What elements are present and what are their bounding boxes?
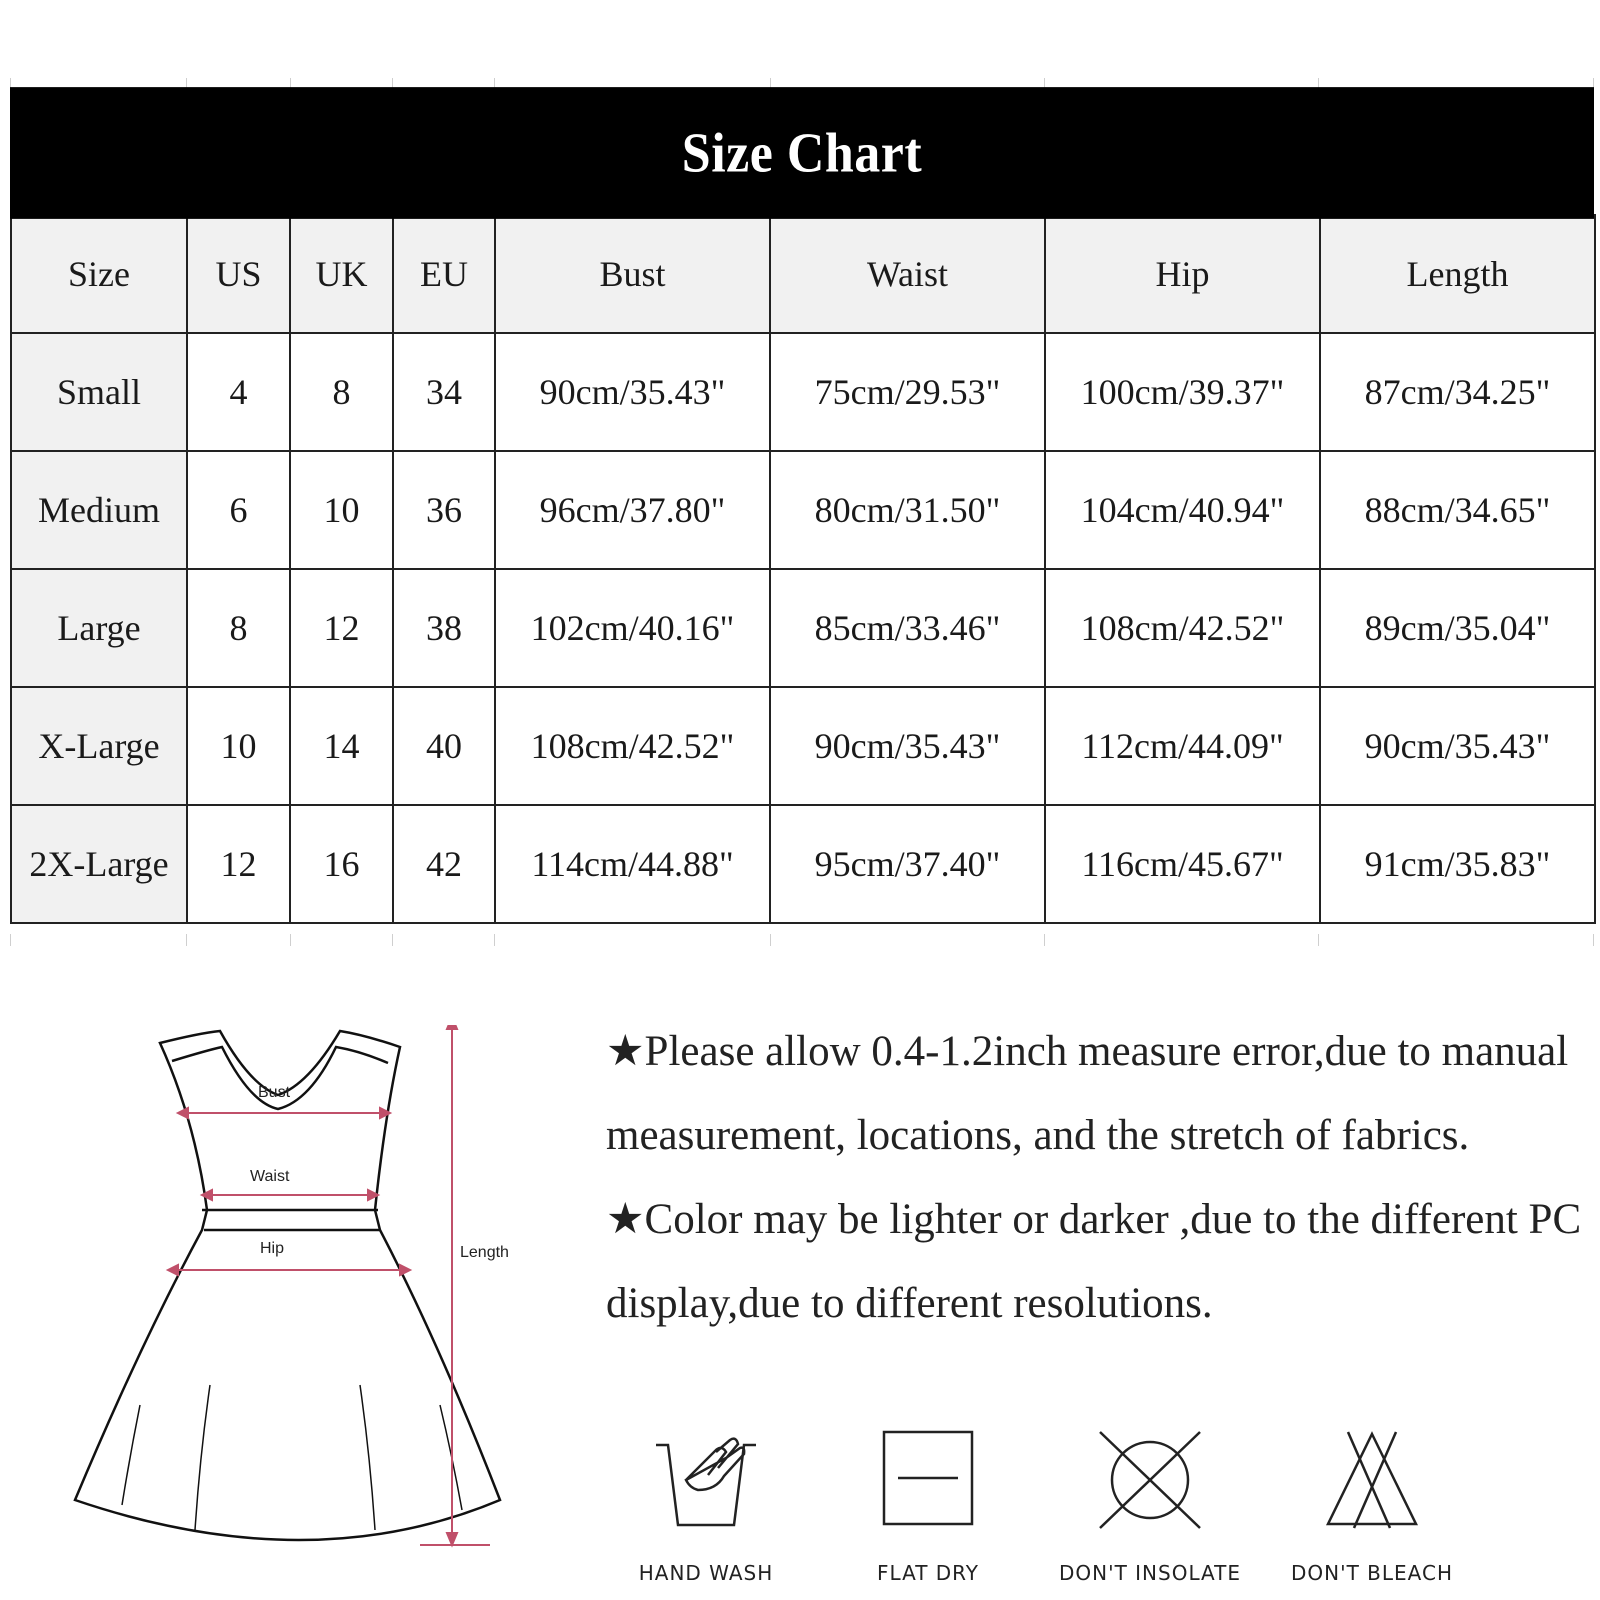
col-header-bust: Bust xyxy=(495,215,770,333)
hip-cell: 100cm/39.37" xyxy=(1045,333,1320,451)
eu-cell: 36 xyxy=(393,451,495,569)
care-instructions xyxy=(606,1430,1586,1600)
length-cell: 89cm/35.04" xyxy=(1320,569,1595,687)
us-cell: 8 xyxy=(187,569,290,687)
col-header-eu: EU xyxy=(393,215,495,333)
bust-cell: 108cm/42.52" xyxy=(495,687,770,805)
hip-cell: 108cm/42.52" xyxy=(1045,569,1320,687)
hip-cell: 104cm/40.94" xyxy=(1045,451,1320,569)
care-label: FLAT DRY xyxy=(876,1561,980,1585)
col-header-us: US xyxy=(187,215,290,333)
col-header-length: Length xyxy=(1320,215,1595,333)
size-cell: Medium xyxy=(11,451,187,569)
care-hand-wash xyxy=(606,1430,806,1585)
eu-cell: 40 xyxy=(393,687,495,805)
care-label: DON'T BLEACH xyxy=(1290,1561,1453,1585)
uk-cell: 12 xyxy=(290,569,393,687)
eu-cell: 34 xyxy=(393,333,495,451)
us-cell: 10 xyxy=(187,687,290,805)
waist-cell: 95cm/37.40" xyxy=(770,805,1045,923)
us-cell: 12 xyxy=(187,805,290,923)
size-chart-title: Size Chart xyxy=(10,87,1594,219)
waist-cell: 80cm/31.50" xyxy=(770,451,1045,569)
table-row xyxy=(11,687,1595,805)
no-bleach-icon xyxy=(1312,1430,1432,1530)
bottom-tick-marks xyxy=(0,934,1600,946)
bust-cell: 102cm/40.16" xyxy=(495,569,770,687)
length-cell: 87cm/34.25" xyxy=(1320,333,1595,451)
col-header-waist: Waist xyxy=(770,215,1045,333)
size-chart xyxy=(10,92,1594,924)
hip-cell: 116cm/45.67" xyxy=(1045,805,1320,923)
uk-cell: 10 xyxy=(290,451,393,569)
hip-cell: 112cm/44.09" xyxy=(1045,687,1320,805)
size-table xyxy=(10,214,1596,924)
table-row xyxy=(11,333,1595,451)
bust-cell: 96cm/37.80" xyxy=(495,451,770,569)
flat-dry-icon xyxy=(868,1430,988,1530)
uk-cell: 16 xyxy=(290,805,393,923)
table-row xyxy=(11,805,1595,923)
bust-cell: 114cm/44.88" xyxy=(495,805,770,923)
notes xyxy=(606,1010,1586,1346)
care-label: DON'T INSOLATE xyxy=(1058,1561,1242,1585)
hip-label: Hip xyxy=(260,1240,285,1257)
size-cell: Large xyxy=(11,569,187,687)
table-header-row xyxy=(11,215,1595,333)
care-label: HAND WASH xyxy=(638,1561,774,1585)
length-cell: 90cm/35.43" xyxy=(1320,687,1595,805)
note-measure-error: ★Please allow 0.4-1.2inch measure error,due to manual measurement, locations, and the stretch of fabrics. xyxy=(606,1028,1569,1159)
care-flat-dry xyxy=(828,1430,1028,1585)
waist-cell: 90cm/35.43" xyxy=(770,687,1045,805)
dress-illustration xyxy=(60,1025,540,1595)
table-row xyxy=(11,451,1595,569)
no-sun-dry-icon xyxy=(1090,1430,1210,1530)
waist-cell: 85cm/33.46" xyxy=(770,569,1045,687)
bust-label: Bust xyxy=(258,1084,291,1101)
length-label: Length xyxy=(460,1244,509,1261)
length-cell: 88cm/34.65" xyxy=(1320,451,1595,569)
size-cell: X-Large xyxy=(11,687,187,805)
col-header-uk: UK xyxy=(290,215,393,333)
eu-cell: 42 xyxy=(393,805,495,923)
hand-wash-icon xyxy=(646,1430,766,1530)
eu-cell: 38 xyxy=(393,569,495,687)
us-cell: 4 xyxy=(187,333,290,451)
uk-cell: 8 xyxy=(290,333,393,451)
length-cell: 91cm/35.83" xyxy=(1320,805,1595,923)
bust-cell: 90cm/35.43" xyxy=(495,333,770,451)
size-cell: Small xyxy=(11,333,187,451)
waist-cell: 75cm/29.53" xyxy=(770,333,1045,451)
note-color-variance: ★Color may be lighter or darker ,due to the different PC display,due to different resolutions. xyxy=(606,1196,1582,1327)
col-header-hip: Hip xyxy=(1045,215,1320,333)
care-dont-insolate xyxy=(1050,1430,1250,1585)
care-dont-bleach xyxy=(1272,1430,1472,1585)
uk-cell: 14 xyxy=(290,687,393,805)
dress-measurement-diagram xyxy=(60,1025,540,1595)
size-cell: 2X-Large xyxy=(11,805,187,923)
col-header-size: Size xyxy=(11,215,187,333)
waist-label: Waist xyxy=(250,1168,290,1185)
table-row xyxy=(11,569,1595,687)
us-cell: 6 xyxy=(187,451,290,569)
